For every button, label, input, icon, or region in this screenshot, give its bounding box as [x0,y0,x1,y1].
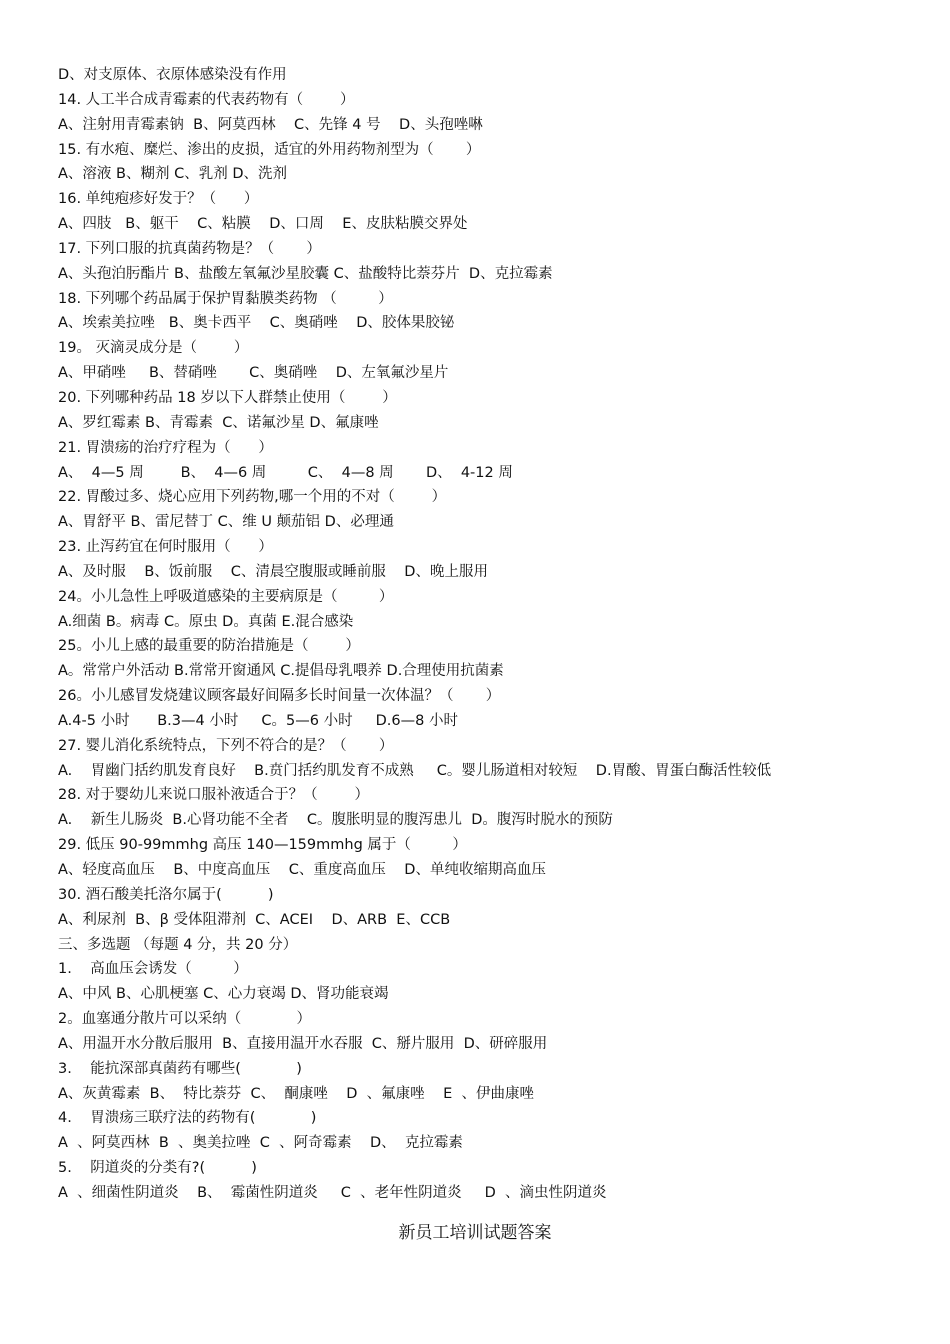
text-line: A、罗红霉素 B、青霉素 C、诺氟沙星 D、氟康唑 [58,414,379,431]
text-line: A、四肢 B、躯干 C、粘膜 D、口周 E、皮肤粘膜交界处 [58,216,468,233]
text-line: A、 4—5 周 B、 4—6 周 C、 4—8 周 D、 4-12 周 [58,464,513,481]
text-line: A. 胃幽门括约肌发育良好 B.贲门括约肌发育不成熟 C。婴儿肠道相对较短 D.胃酸、胃蛋白酶活性较低 [58,762,772,779]
text-line: A、中风 B、心肌梗塞 C、心力衰竭 D、肾功能衰竭 [58,986,389,1003]
text-line: A.细菌 B。病毒 C。原虫 D。真菌 E.混合感染 [58,613,354,630]
text-line: 29. 低压 90-99mmhg 高压 140—159mmhg 属于（ ） [58,837,467,854]
text-line: A、埃索美拉唑 B、奥卡西平 C、奥硝唑 D、胶体果胶铋 [58,315,455,332]
text-line: A、头孢泊肟酯片 B、盐酸左氧氟沙星胶囊 C、盐酸特比萘芬片 D、克拉霉素 [58,265,553,282]
text-line: 三、多选题 （每题 4 分，共 20 分） [58,936,298,953]
text-line: 2。血塞通分散片可以采纳（ ） [58,1011,312,1028]
text-line: 27. 婴儿消化系统特点，下列不符合的是？（ ） [58,737,394,754]
text-line: A、注射用青霉素钠 B、阿莫西林 C、先锋 4 号 D、头孢唑啉 [58,116,483,133]
text-line: 21. 胃溃疡的治疗疗程为（ ） [58,439,273,456]
text-line: A、溶液 B、糊剂 C、乳剂 D、洗剂 [58,166,287,183]
text-line: 19。 灭滴灵成分是（ ） [58,340,249,357]
text-line: 3. 能抗深部真菌药有哪些( ) [58,1060,302,1077]
text-line: A.4-5 小时 B.3—4 小时 C。5—6 小时 D.6—8 小时 [58,712,458,729]
text-line: 26。小儿感冒发烧建议顾客最好间隔多长时间量一次体温？（ ） [58,688,501,705]
text-line: 16. 单纯疱疹好发于？（ ） [58,191,259,208]
text-line: 18. 下列哪个药品属于保护胃黏膜类药物 （ ） [58,290,393,307]
text-line: 20. 下列哪种药品 18 岁以下人群禁止使用（ ） [58,389,397,406]
text-line: A、用温开水分散后服用 B、直接用温开水吞服 C、掰片服用 D、研碎服用 [58,1035,548,1052]
text-line: 5. 阴道炎的分类有?( ) [58,1160,257,1177]
text-line: A、轻度高血压 B、中度高血压 C、重度高血压 D、单纯收缩期高血压 [58,862,546,878]
text-line: A。常常户外活动 B.常常开窗通风 C.提倡母乳喂养 D.合理使用抗菌素 [58,663,504,680]
text-line: 30. 酒石酸美托洛尔属于( ) [58,886,274,903]
text-line: A、胃舒平 B、雷尼替丁 C、维 U 颠茄铝 D、必理通 [58,514,394,531]
text-line: A 、阿莫西林 B 、奥美拉唑 C 、阿奇霉素 D、 克拉霉素 [58,1135,463,1152]
text-line: 15. 有水疱、糜烂、渗出的皮损，适宜的外用药物剂型为（ ） [58,141,481,158]
text-line: A、及时服 B、饭前服 C、清晨空腹服或睡前服 D、晚上服用 [58,563,488,580]
text-line: A 、细菌性阴道炎 B、 霉菌性阴道炎 C 、老年性阴道炎 D 、滴虫性阴道炎 [58,1184,607,1201]
text-line: A、甲硝唑 B、替硝唑 C、奥硝唑 D、左氧氟沙星片 [58,365,449,382]
text-line: 23. 止泻药宜在何时服用（ ） [58,539,273,556]
text-line: 1. 高血压会诱发（ ） [58,961,248,978]
text-line: 24。小儿急性上呼吸道感染的主要病原是（ ） [58,588,394,605]
question-text-block [58,63,918,1206]
text-line: 28. 对于婴幼儿来说口服补液适合于？（ ） [58,787,370,804]
text-line: A、灰黄霉素 B、 特比萘芬 C、 酮康唑 D 、氟康唑 E 、伊曲康唑 [58,1085,534,1102]
text-line: 22. 胃酸过多、烧心应用下列药物,哪一个用的不对（ ） [58,489,447,506]
text-line: A. 新生儿肠炎 B.心肾功能不全者 C。腹胀明显的腹泻患儿 D。腹泻时脱水的预防 [58,812,613,829]
text-line: 4. 胃溃疡三联疗法的药物有( ) [58,1110,317,1127]
text-line: D、对支原体、衣原体感染没有作用 [58,67,287,83]
text-line: 25。小儿上感的最重要的防治措施是（ ） [58,638,360,655]
text-line: A、利尿剂 B、β 受体阻滞剂 C、ACEI D、ARB E、CCB [58,911,451,928]
answer-section-title: 新员工培训试题答案 [398,1223,552,1243]
text-line: 14. 人工半合成青霉素的代表药物有（ ） [58,91,355,108]
text-line: 17. 下列口服的抗真菌药物是？（ ） [58,240,321,257]
